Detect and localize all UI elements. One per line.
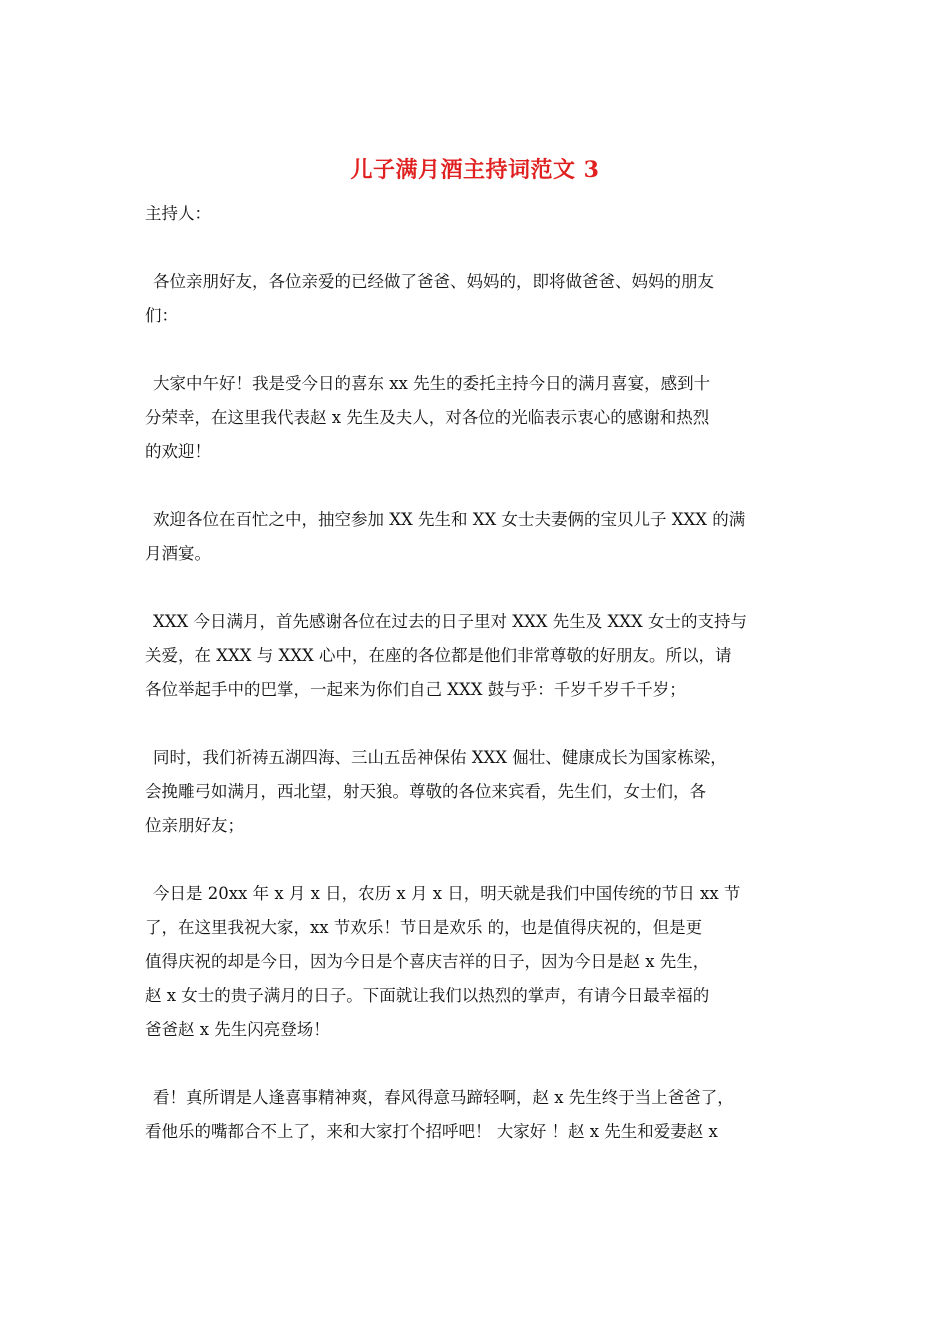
paragraph-festival bbox=[145, 877, 815, 1047]
paragraph-line: 月酒宴。 bbox=[145, 544, 211, 563]
paragraph-blessing bbox=[145, 741, 815, 843]
paragraph-line: 关爱，在 XXX 与 XXX 心中，在座的各位都是他们非常尊敬的好朋友。所以，请 bbox=[145, 646, 732, 665]
paragraph-line: 位亲朋好友； bbox=[145, 816, 244, 835]
paragraph-welcome bbox=[145, 367, 815, 469]
paragraph-line: 今日是 20xx 年 x 月 x 日，农历 x 月 x 日，明天就是我们中国传统的节日 xx 节 bbox=[153, 884, 741, 903]
paragraph-line: 看！真所谓是人逢喜事精神爽，春风得意马蹄轻啊，赵 x 先生终于当上爸爸了， bbox=[153, 1088, 734, 1107]
paragraph-father-intro bbox=[145, 1081, 815, 1149]
paragraph-line: 了，在这里我祝大家，xx 节欢乐！节日是欢乐 的，也是值得庆祝的，但是更 bbox=[145, 918, 703, 937]
paragraph-line: 主持人： bbox=[145, 204, 211, 223]
paragraph-line: 大家中午好！我是受今日的喜东 xx 先生的委托主持今日的满月喜宴，感到十 bbox=[153, 374, 711, 393]
paragraph-line: 看他乐的嘴都合不上了，来和大家打个招呼吧！ 大家好 ！赵 x 先生和爱妻赵 x bbox=[145, 1122, 718, 1141]
paragraph-line: 的欢迎！ bbox=[145, 442, 211, 461]
paragraph-gap bbox=[145, 469, 815, 503]
paragraph-line: XXX 今日满月，首先感谢各位在过去的日子里对 XXX 先生及 XXX 女士的支持与 bbox=[153, 612, 747, 631]
paragraph-line: 会挽雕弓如满月，西北望，射天狼。尊敬的各位来宾看，先生们，女士们，各 bbox=[145, 782, 706, 801]
paragraph-gap bbox=[145, 1047, 815, 1081]
paragraph-line: 各位举起手中的巴掌，一起来为你们自己 XXX 鼓与乎：千岁千岁千千岁； bbox=[145, 680, 686, 699]
paragraph-gap bbox=[145, 571, 815, 605]
paragraph-thanks-attendance bbox=[145, 503, 815, 571]
paragraph-greeting bbox=[145, 265, 815, 333]
paragraph-line: 各位亲朋好友，各位亲爱的已经做了爸爸、妈妈的，即将做爸爸、妈妈的朋友 bbox=[153, 272, 714, 291]
document-body bbox=[145, 197, 815, 1149]
paragraph-full-moon bbox=[145, 605, 815, 707]
paragraph-line: 分荣幸，在这里我代表赵 x 先生及夫人，对各位的光临表示衷心的感谢和热烈 bbox=[145, 408, 710, 427]
paragraph-line: 值得庆祝的却是今日，因为今日是个喜庆吉祥的日子，因为今日是赵 x 先生， bbox=[145, 952, 710, 971]
paragraph-line: 爸爸赵 x 先生闪亮登场！ bbox=[145, 1020, 330, 1039]
paragraph-gap bbox=[145, 333, 815, 367]
paragraph-host-label bbox=[145, 197, 815, 231]
paragraph-line: 赵 x 女士的贵子满月的日子。下面就让我们以热烈的掌声，有请今日最幸福的 bbox=[145, 986, 710, 1005]
paragraph-line: 欢迎各位在百忙之中，抽空参加 XX 先生和 XX 女士夫妻俩的宝贝儿子 XXX 的满 bbox=[153, 510, 746, 529]
paragraph-gap bbox=[145, 707, 815, 741]
paragraph-line: 们： bbox=[145, 306, 178, 325]
paragraph-gap bbox=[145, 843, 815, 877]
paragraph-gap bbox=[145, 231, 815, 265]
document-title: 儿子满月酒主持词范文 3 bbox=[350, 157, 600, 183]
paragraph-line: 同时，我们祈祷五湖四海、三山五岳神保佑 XXX 倔壮、健康成长为国家栋梁， bbox=[153, 748, 727, 767]
